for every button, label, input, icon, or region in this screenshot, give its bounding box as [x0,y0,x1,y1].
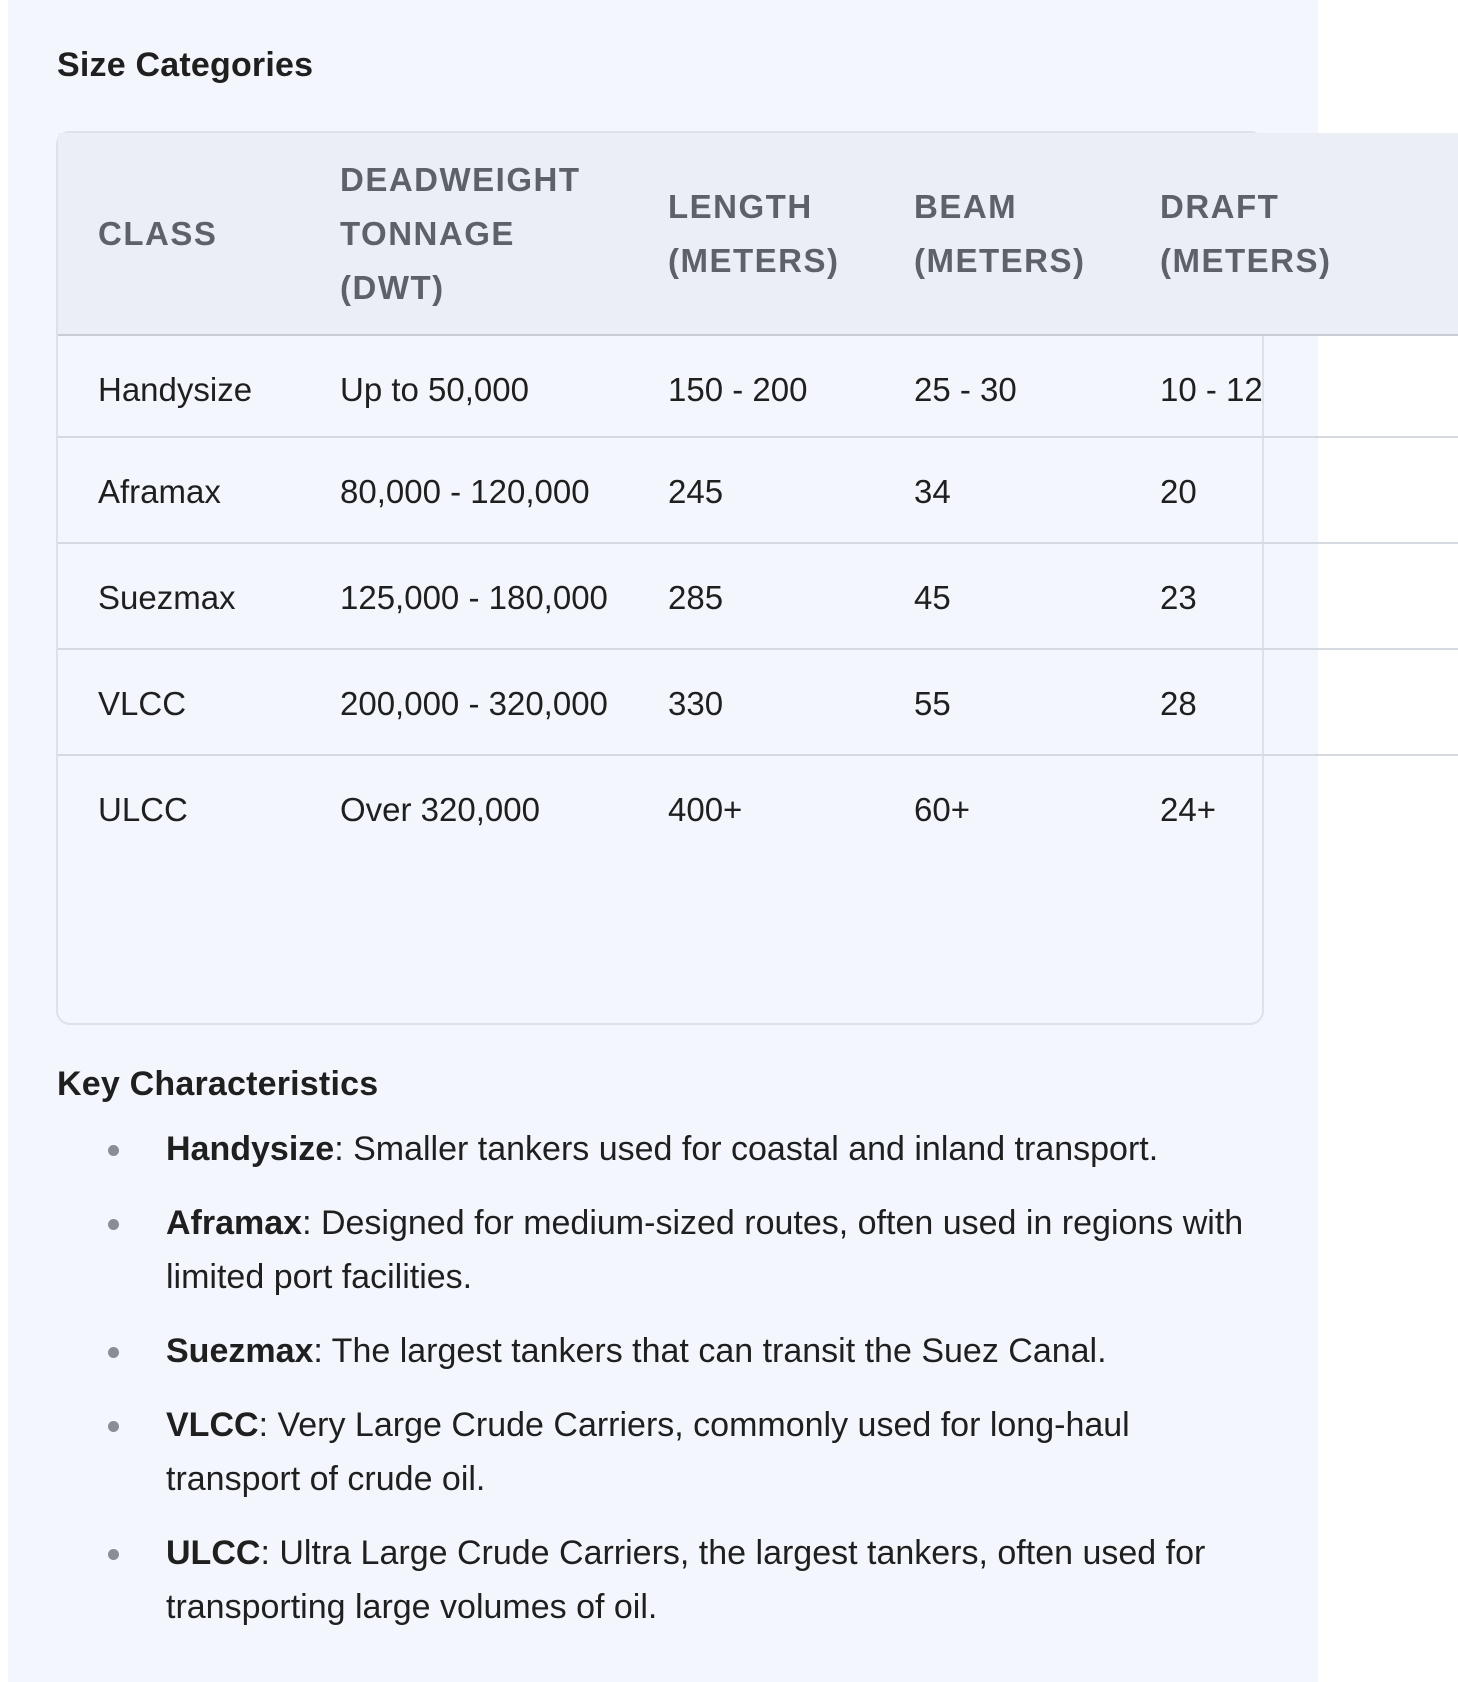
cell-draft: 10 - 12 [1120,335,1458,437]
class-term: Aframax [166,1204,303,1242]
class-term: Handysize [166,1130,335,1168]
size-categories-heading: Size Categories [57,46,314,84]
table-row [58,649,1458,755]
table-header-row [58,133,1458,335]
list-item [0,1324,1310,1378]
cell-dwt: Over 320,000 [340,791,540,828]
cell-class: ULCC [98,791,188,828]
cell-beam: 45 [874,543,1120,649]
class-term: ULCC [166,1534,261,1572]
list-item [0,1526,1310,1634]
table-row [58,543,1458,649]
class-description: : Smaller tankers used for coastal and inland transport. [334,1130,1159,1168]
header-class: CLASS [58,133,300,335]
header-deadweight-tonnage: DEADWEIGHT TONNAGE (DWT) [300,133,628,335]
bullet-dot-icon [108,1347,119,1358]
cell-length: 400+ [668,791,743,828]
class-description: : Very Large Crude Carriers, commonly used for long-haul transport of crude oil. [166,1406,1130,1498]
cell-class: Aframax [58,437,300,543]
cell-class: Handysize [58,335,300,437]
class-term: VLCC [166,1406,259,1444]
cell-draft: 20 [1120,437,1458,543]
characteristics-list [0,1122,1310,1654]
bullet-dot-icon [108,1549,119,1560]
header-beam: BEAM (METERS) [874,133,1120,335]
bullet-dot-icon [108,1421,119,1432]
table-row [58,335,1458,437]
cell-length: 150 - 200 [628,335,874,437]
class-term: Suezmax [166,1332,314,1370]
cell-dwt: 80,000 - 120,000 [300,437,628,543]
header-draft: DRAFT (METERS) [1120,133,1458,335]
tanker-size-table [58,133,1458,856]
list-item [0,1122,1310,1176]
table-row [58,437,1458,543]
class-description: : The largest tankers that can transit the Suez Canal. [313,1332,1107,1370]
table-row [58,755,1458,856]
cell-beam: 25 - 30 [874,335,1120,437]
cell-beam: 60+ [914,791,970,828]
cell-length: 285 [628,543,874,649]
cell-draft: 24+ [1160,791,1216,828]
key-characteristics-heading: Key Characteristics [57,1065,379,1103]
cell-draft: 23 [1120,543,1458,649]
cell-length: 330 [628,649,874,755]
size-categories-table[interactable] [56,131,1332,1025]
cell-beam: 55 [874,649,1120,755]
class-description: : Ultra Large Crude Carriers, the largest tankers, often used for transporting large volumes of oil. [166,1534,1206,1626]
cell-dwt: Up to 50,000 [300,335,628,437]
cell-dwt: 125,000 - 180,000 [300,543,628,649]
header-length: LENGTH (METERS) [628,133,874,335]
bullet-dot-icon [108,1145,119,1156]
cell-draft: 28 [1120,649,1458,755]
list-item [0,1196,1310,1304]
cell-beam: 34 [874,437,1120,543]
class-description: : Designed for medium-sized routes, often used in regions with limited port facilities. [166,1204,1244,1296]
cell-class: Suezmax [58,543,300,649]
cell-class: VLCC [58,649,300,755]
bullet-dot-icon [108,1219,119,1230]
cell-length: 245 [628,437,874,543]
list-item [0,1398,1310,1506]
cell-dwt: 200,000 - 320,000 [300,649,628,755]
